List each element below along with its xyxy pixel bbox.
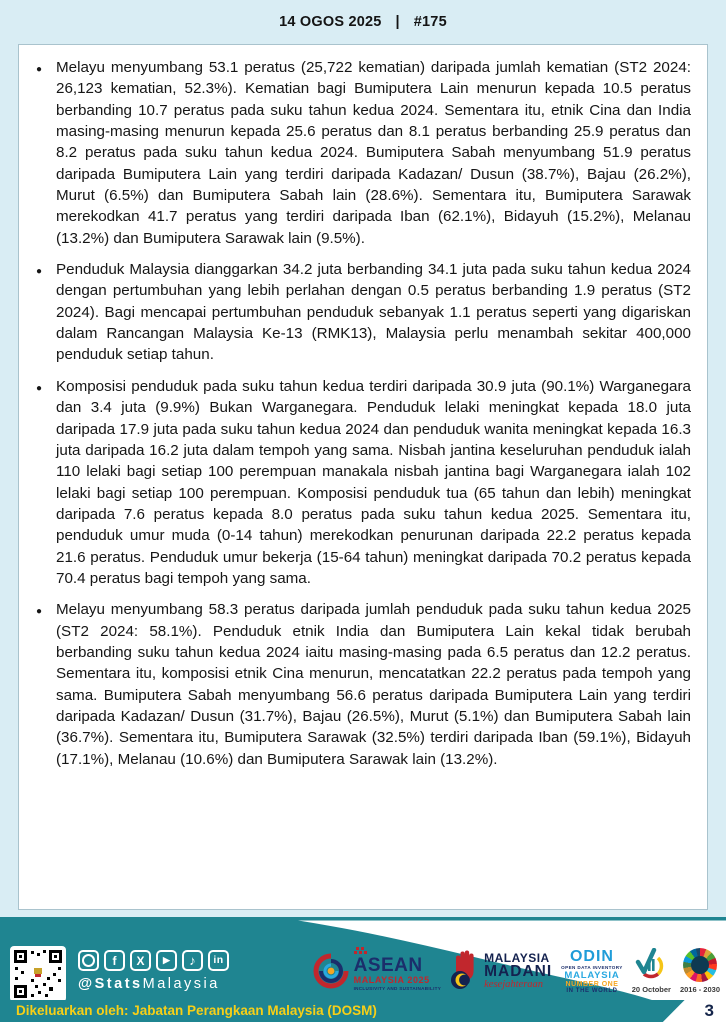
header-issue-number: #175 [413,14,447,30]
social-icon-row [78,950,229,971]
x-twitter-icon[interactable]: X [130,950,151,971]
odin-title: ODIN [569,947,614,965]
instagram-lens [82,954,95,967]
odin-line2: MALAYSIA [564,969,620,981]
sdg-wheel-center [691,956,709,974]
social-handle [78,976,229,992]
asean-dots-decoration [354,951,357,954]
madani-line2: MADANI [484,962,553,980]
partner-logos [312,939,720,1003]
header-separator: | [395,14,400,30]
bullet-item: ● Melayu menyumbang 53.1 peratus (25,722 kematian) daripada jumlah kematian (ST2 2024: 26,123 kematian, 52.3%). Kematian bagi Bumiputera Lain menurun kepada 10.5 peratus berbanding 10.7 peratus pada suku tahun kedua 2024. Sementara itu, etnik Cina dan India masing-masing menurun kepada 25.6 peratus dan 8.1 peratus berbanding 25.9 peratus dan 8.2 peratus pada suku tahun kedua 2024. Bumiputera Sabah menyumbang 51.9 peratus daripada Bumiputera Lain yang terdiri daripada Kadazan/ Dusun (38.7%), Bajau (26.2%), Murut (6.5%) dan Bumiputera Sabah lain (28.6%). Sementara itu, Bumiputera Sarawak merekodkan 41.7 peratus yang terdiri daripada Iban (62.1%), Bidayuh (15.2%), Melanau (13.2%) dan Bumiputera Sarawak lain (9.5%). [35,57,691,249]
asean-subtitle: MALAYSIA 2025 [353,974,430,985]
world-statistics-day-logo [632,948,671,994]
madani-text [484,952,552,991]
madani-hand-icon [450,950,480,992]
madani-line1: MALAYSIA [484,950,550,965]
asean-title: ASEAN [353,954,423,976]
issued-by-text: Dikeluarkan oleh: Jabatan Perangkaan Malaysia (DOSM) [16,1003,377,1018]
bullet-item: ● Komposisi penduduk pada suku tahun kedua terdiri daripada 30.9 juta (90.1%) Warganegara dan 3.4 juta (9.9%) Bukan Warganegara. Penduduk lelaki meningkat kepada 18.0 juta daripada 17.9 juta pada suku tahun kedua 2024 dan penduduk wanita meningkat kepada 16.3 juta daripada 16.2 juta dalam tempoh yang sama. Nisbah jantina keseluruhan penduduk ialah 110 lelaki bagi setiap 100 perempuan manakala nisbah jantina bagi Warganegara ialah 102 lelaki bagi setiap 100 perempuan. Komposisi penduduk tua (65 tahun dan lebih) meningkat daripada 7.6 peratus kepada 8.0 peratus pada suku tahun kedua 2025. Sementara itu, penduduk umur muda (0-14 tahun) merekodkan penurunan daripada 22.2 peratus kepada 21.6 peratus. Penduduk umur bekerja (15-64 tahun) meningkat daripada 70.2 peratus kepada 70.4 peratus bagi tempoh yang sama. [35,376,691,589]
bottom-bar [0,1000,726,1024]
odin-line3: NUMBER ONE [565,980,619,988]
tiktok-icon[interactable]: ♪ [182,950,203,971]
bullet-list [35,57,691,770]
instagram-icon[interactable] [78,950,99,971]
facebook-icon[interactable]: f [104,950,125,971]
content-box [18,44,708,910]
page-header [0,0,726,44]
social-media-block [78,950,229,992]
sdg-caption: 2016 - 2030 [679,985,720,994]
youtube-icon[interactable]: ▶ [156,950,177,971]
linkedin-icon[interactable]: in [208,950,229,971]
social-handle-bold: @Stats [78,976,143,992]
asean-2025-logo [312,951,442,992]
page-footer [0,917,726,1024]
page-number: 3 [704,1001,714,1020]
madani-script: kesejahteraan [484,979,544,990]
odin-logo [561,949,623,994]
sdg-logo [680,948,720,994]
wsd-checkmark-icon [634,948,668,982]
asean-tagline: INCLUSIVITY AND SUSTAINABILITY [353,985,442,991]
qr-code [10,946,66,1002]
wsd-caption: 20 October [631,985,671,994]
sdg-wheel-icon [683,948,717,982]
header-date: 14 OGOS 2025 [279,14,382,30]
odin-line1: OPEN DATA INVENTORY [561,964,623,970]
bullet-item: ● Penduduk Malaysia dianggarkan 34.2 juta berbanding 34.1 juta pada suku tahun kedua 2024 dengan pertumbuhan yang lebih perlahan dengan 0.5 peratus berbanding 1.9 peratus (ST2 2024). Bagi mencapai pertumbuhan penduduk sebanyak 1.1 peratus seperti yang digariskan dalam Rancangan Malaysia Ke-13 (RMK13), Malaysia perlu menambah sekitar 400,000 penduduk setiap tahun. [35,259,691,366]
odin-line4: IN THE WORLD [566,987,618,994]
asean-swirl-icon [312,952,350,990]
asean-text [354,951,442,992]
malaysia-madani-logo [450,950,552,992]
bullet-item: ● Melayu menyumbang 58.3 peratus daripada jumlah penduduk pada suku tahun kedua 2025 (ST2 2024: 58.1%). Penduduk etnik India dan Bumiputera Lain kekal tidak berubah berbanding suku tahun kedua 2024 iaitu masing-masing pada 6.5 peratus dan 12.2 peratus. Sementara itu, komposisi etnik Cina menurun, mencatatkan 22.2 peratus pada tempoh yang sama. Bumiputera Sabah menyumbang 56.6 peratus daripada Bumiputera Lain yang terdiri daripada Kadazan/ Dusun (31.7%), Bajau (26.5%), Murut (5.1%) dan Bumiputera Sabah lain (36.7%). Sementara itu, Bumiputera Sarawak (32.5%) terdiri daripada Iban (59.1%), Bidayuh (17.1%), Melanau (10.6%) dan Bumiputera Sarawak lain (13.2%). [35,599,691,770]
qr-pattern [13,949,63,999]
social-handle-rest: Malaysia [142,976,220,992]
